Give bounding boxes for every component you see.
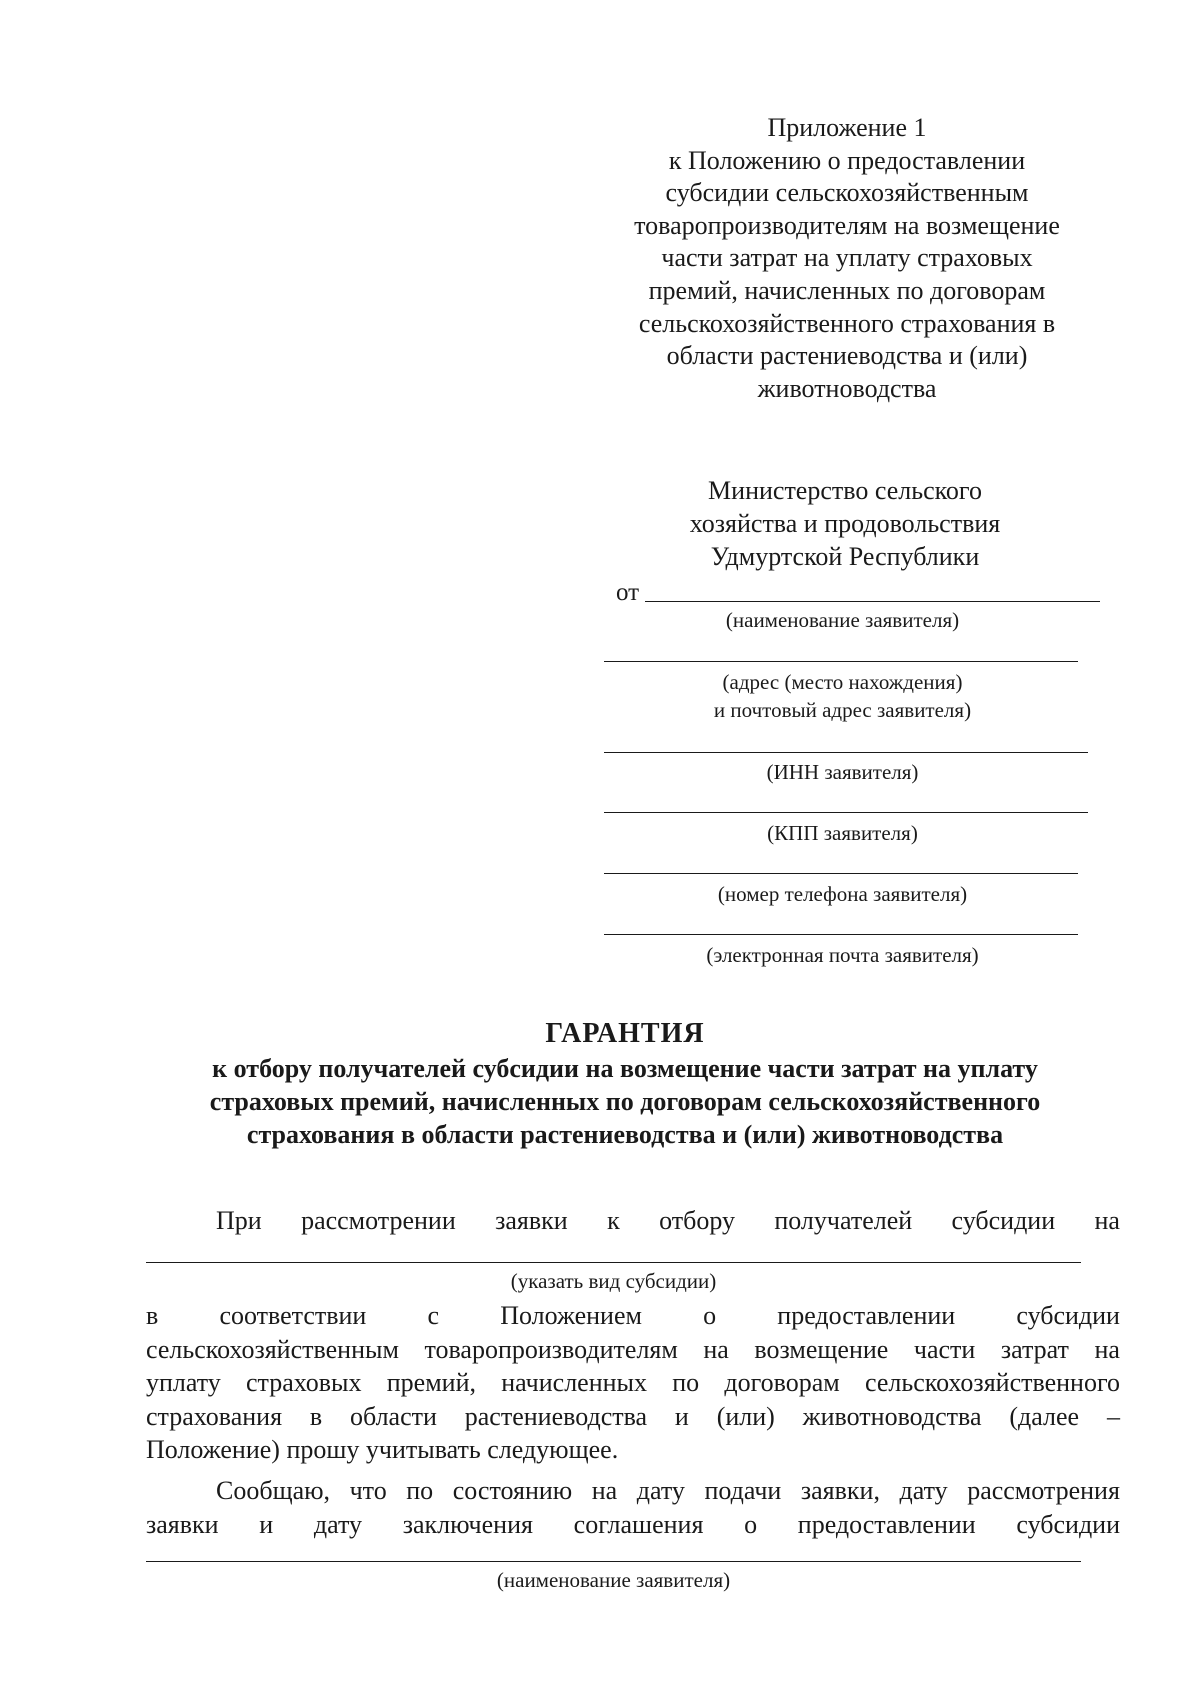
body-word: страховых: [246, 1368, 362, 1397]
body-word: При: [216, 1206, 262, 1235]
body-word: по: [406, 1476, 434, 1505]
body-word: рассмотрения: [967, 1476, 1120, 1505]
addressee-block: [625, 474, 1065, 573]
body-word: состоянию: [452, 1476, 573, 1505]
applicant-phone-caption: (номер телефона заявителя): [717, 882, 968, 906]
body-word: рассмотрении: [301, 1206, 456, 1235]
body-word: в: [146, 1301, 159, 1330]
body-word: дату: [636, 1476, 685, 1505]
appendix-line: сельскохозяйственного страхования в: [638, 308, 1056, 338]
body-word: на: [1094, 1206, 1120, 1235]
body-line: [146, 1299, 1120, 1332]
from-label: от: [616, 579, 640, 606]
applicant-email-caption: (электронная почта заявителя): [706, 943, 979, 967]
document-title-main: ГАРАНТИЯ: [545, 1018, 705, 1049]
applicant-address-field[interactable]: [604, 661, 1078, 662]
appendix-line: премий, начисленных по договорам: [648, 275, 1046, 305]
body-word: заявки,: [800, 1476, 880, 1505]
body-line: [146, 1508, 1120, 1541]
body-word: возмещение: [754, 1335, 889, 1364]
body-word: (или): [716, 1402, 775, 1431]
applicant-email-field[interactable]: [604, 934, 1078, 935]
body-word: дату: [313, 1510, 363, 1539]
appendix-line: товаропроизводителям на возмещение: [634, 210, 1060, 240]
body-word: субсидии: [1016, 1301, 1120, 1330]
document-title-line: страхования в области растениеводства и (или) животноводства: [246, 1120, 1004, 1149]
body-word: по: [672, 1368, 700, 1397]
body-word: договорам: [724, 1368, 840, 1397]
document-title: [130, 1016, 1120, 1151]
body-word: к: [607, 1206, 620, 1235]
body-word: на: [703, 1335, 729, 1364]
applicant-address-caption: и почтовый адрес заявителя): [713, 698, 972, 722]
body-word: соответствии: [219, 1301, 367, 1330]
body-word: что: [349, 1476, 387, 1505]
body-word: отбору: [659, 1206, 735, 1235]
body-word: сельскохозяйственного: [864, 1368, 1120, 1397]
body-word: заявки: [146, 1510, 219, 1539]
subsidy-type-field[interactable]: [146, 1262, 1081, 1263]
body-word: премий,: [386, 1368, 477, 1397]
addressee-line: Министерство сельского: [708, 476, 982, 505]
body-word: заключения: [402, 1510, 533, 1539]
applicant-name-caption: (наименование заявителя): [725, 608, 960, 632]
body-word: Сообщаю,: [216, 1476, 331, 1505]
body-word: на: [591, 1476, 618, 1505]
body-word: заявки: [495, 1206, 568, 1235]
appendix-line: животноводства: [757, 373, 937, 403]
applicant-name-inline-caption: (наименование заявителя): [496, 1568, 731, 1592]
body-word: подачи: [704, 1476, 782, 1505]
body-word: животноводства: [802, 1402, 982, 1431]
body-line: [146, 1400, 1120, 1433]
body-word: –: [1106, 1402, 1120, 1431]
addressee-line: Удмуртской Республики: [710, 542, 980, 571]
subsidy-type-caption: (указать вид субсидии): [510, 1269, 717, 1293]
appendix-line: части затрат на уплату страховых: [661, 243, 1033, 273]
body-word: части: [913, 1335, 976, 1364]
body-word: Положением: [500, 1301, 642, 1330]
appendix-line: Приложение 1: [767, 113, 927, 142]
body-word: получателей: [774, 1206, 913, 1235]
applicant-phone-field[interactable]: [604, 873, 1078, 874]
body-word: субсидии: [951, 1206, 1056, 1235]
body-word: с: [427, 1301, 440, 1330]
applicant-inn-caption: (ИНН заявителя): [766, 760, 919, 784]
body-line: [146, 1366, 1120, 1399]
body-word: сельскохозяйственным: [146, 1335, 399, 1364]
body-word: о: [703, 1301, 717, 1330]
appendix-line: к Положению о предоставлении: [668, 145, 1026, 175]
body-word: и: [259, 1510, 274, 1539]
applicant-name-field[interactable]: [645, 601, 1100, 602]
applicant-name-inline-field[interactable]: [146, 1561, 1081, 1562]
body-word: и: [674, 1402, 689, 1431]
body-word: соглашения: [573, 1510, 704, 1539]
body-word: начисленных: [501, 1368, 648, 1397]
appendix-line: области растениеводства и (или): [666, 341, 1028, 371]
applicant-kpp-caption: (КПП заявителя): [767, 821, 918, 845]
body-word: области: [350, 1402, 437, 1431]
body-line: [216, 1474, 1120, 1507]
body-word: уплату: [146, 1368, 221, 1397]
body-word: (далее: [1009, 1402, 1080, 1431]
body-line: [146, 1333, 1120, 1366]
body-word: товаропроизводителям: [424, 1335, 678, 1364]
body-word: затрат: [1000, 1335, 1069, 1364]
applicant-address-caption: (адрес (место нахождения): [722, 670, 963, 694]
body-word: о: [744, 1510, 758, 1539]
body-word: предоставлении: [797, 1510, 976, 1539]
applicant-inn-field[interactable]: [604, 752, 1088, 753]
document-title-line: страховых премий, начисленных по договорам сельскохозяйственного: [209, 1087, 1041, 1116]
appendix-header: [612, 112, 1082, 405]
document-title-line: к отбору получателей субсидии на возмещение части затрат на уплату: [212, 1054, 1038, 1083]
body-word: субсидии: [1016, 1510, 1120, 1539]
body-line: Положение) прошу учитывать следующее.: [146, 1435, 619, 1464]
body-word: растениеводства: [464, 1402, 648, 1431]
appendix-line: субсидии сельскохозяйственным: [665, 178, 1029, 208]
body-word: предоставлении: [777, 1301, 956, 1330]
body-line: [216, 1204, 1120, 1237]
body-word: в: [309, 1402, 323, 1431]
body-word: страхования: [146, 1402, 283, 1431]
body-word: на: [1094, 1335, 1120, 1364]
applicant-kpp-field[interactable]: [604, 812, 1088, 813]
addressee-line: хозяйства и продовольствия: [689, 509, 1001, 538]
body-word: дату: [899, 1476, 948, 1505]
